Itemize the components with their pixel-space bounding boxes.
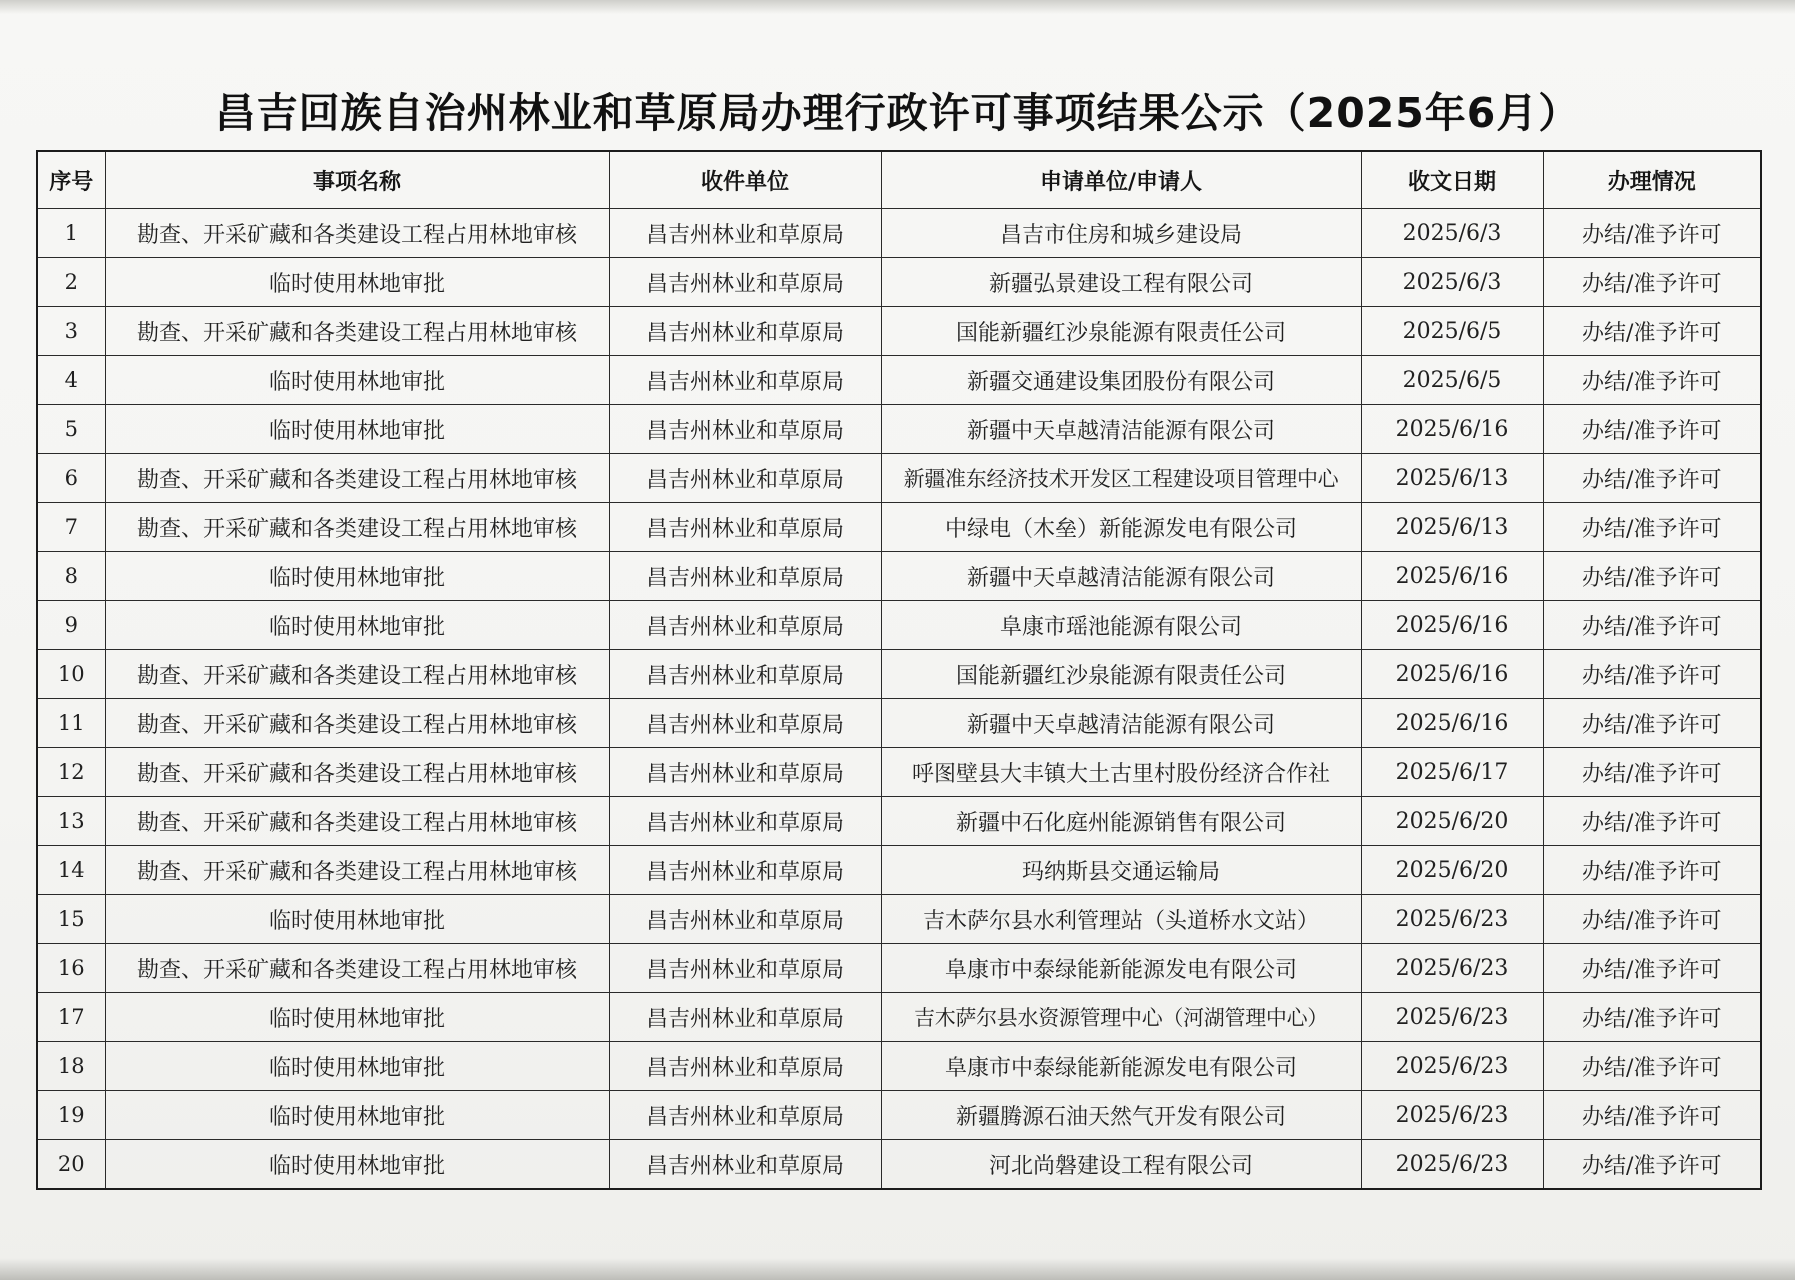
item-name-cell: 勘查、开采矿藏和各类建设工程占用林地审核 — [105, 307, 609, 356]
received-date-cell: 2025/6/17 — [1361, 748, 1543, 797]
receiving-unit-cell: 昌吉州林业和草原局 — [609, 454, 881, 503]
item-name-cell: 勘查、开采矿藏和各类建设工程占用林地审核 — [105, 944, 609, 993]
serial-number-cell: 15 — [37, 895, 105, 944]
item-name-cell: 勘查、开采矿藏和各类建设工程占用林地审核 — [105, 209, 609, 258]
received-date-cell: 2025/6/23 — [1361, 944, 1543, 993]
header-received-date: 收文日期 — [1361, 151, 1543, 209]
item-name-cell: 勘查、开采矿藏和各类建设工程占用林地审核 — [105, 454, 609, 503]
received-date-cell: 2025/6/3 — [1361, 209, 1543, 258]
applicant-cell: 新疆准东经济技术开发区工程建设项目管理中心 — [881, 454, 1361, 503]
applicant-cell: 新疆中天卓越清洁能源有限公司 — [881, 699, 1361, 748]
item-name-cell: 临时使用林地审批 — [105, 601, 609, 650]
table-row — [37, 748, 1761, 797]
applicant-cell: 呼图壁县大丰镇大土古里村股份经济合作社 — [881, 748, 1361, 797]
table-row — [37, 209, 1761, 258]
applicant-cell: 新疆中天卓越清洁能源有限公司 — [881, 552, 1361, 601]
applicant-cell: 河北尚磐建设工程有限公司 — [881, 1140, 1361, 1190]
status-cell: 办结/准予许可 — [1543, 307, 1761, 356]
receiving-unit-cell: 昌吉州林业和草原局 — [609, 209, 881, 258]
item-name-cell: 临时使用林地审批 — [105, 1042, 609, 1091]
serial-number-cell: 2 — [37, 258, 105, 307]
status-cell: 办结/准予许可 — [1543, 797, 1761, 846]
receiving-unit-cell: 昌吉州林业和草原局 — [609, 895, 881, 944]
received-date-cell: 2025/6/20 — [1361, 797, 1543, 846]
applicant-cell: 中绿电（木垒）新能源发电有限公司 — [881, 503, 1361, 552]
status-cell: 办结/准予许可 — [1543, 601, 1761, 650]
applicant-cell: 阜康市中泰绿能新能源发电有限公司 — [881, 944, 1361, 993]
status-cell: 办结/准予许可 — [1543, 405, 1761, 454]
status-cell: 办结/准予许可 — [1543, 552, 1761, 601]
receiving-unit-cell: 昌吉州林业和草原局 — [609, 650, 881, 699]
serial-number-cell: 13 — [37, 797, 105, 846]
item-name-cell: 勘查、开采矿藏和各类建设工程占用林地审核 — [105, 846, 609, 895]
item-name-cell: 临时使用林地审批 — [105, 1140, 609, 1190]
table-row — [37, 258, 1761, 307]
table-row — [37, 1042, 1761, 1091]
received-date-cell: 2025/6/23 — [1361, 1042, 1543, 1091]
applicant-cell: 新疆中天卓越清洁能源有限公司 — [881, 405, 1361, 454]
status-cell: 办结/准予许可 — [1543, 699, 1761, 748]
received-date-cell: 2025/6/23 — [1361, 993, 1543, 1042]
receiving-unit-cell: 昌吉州林业和草原局 — [609, 748, 881, 797]
document-title: 昌吉回族自治州林业和草原局办理行政许可事项结果公示（2025年6月） — [214, 89, 1581, 137]
receiving-unit-cell: 昌吉州林业和草原局 — [609, 797, 881, 846]
table-row — [37, 503, 1761, 552]
received-date-cell: 2025/6/5 — [1361, 356, 1543, 405]
applicant-cell: 新疆交通建设集团股份有限公司 — [881, 356, 1361, 405]
table-row — [37, 552, 1761, 601]
status-cell: 办结/准予许可 — [1543, 748, 1761, 797]
item-name-cell: 勘查、开采矿藏和各类建设工程占用林地审核 — [105, 797, 609, 846]
serial-number-cell: 19 — [37, 1091, 105, 1140]
item-name-cell: 临时使用林地审批 — [105, 258, 609, 307]
received-date-cell: 2025/6/13 — [1361, 503, 1543, 552]
table-row — [37, 944, 1761, 993]
status-cell: 办结/准予许可 — [1543, 209, 1761, 258]
status-cell: 办结/准予许可 — [1543, 1042, 1761, 1091]
table-row — [37, 797, 1761, 846]
serial-number-cell: 1 — [37, 209, 105, 258]
item-name-cell: 勘查、开采矿藏和各类建设工程占用林地审核 — [105, 748, 609, 797]
serial-number-cell: 12 — [37, 748, 105, 797]
received-date-cell: 2025/6/16 — [1361, 552, 1543, 601]
header-serial-number: 序号 — [37, 151, 105, 209]
receiving-unit-cell: 昌吉州林业和草原局 — [609, 1140, 881, 1190]
table-row — [37, 1140, 1761, 1190]
receiving-unit-cell: 昌吉州林业和草原局 — [609, 846, 881, 895]
header-item-name: 事项名称 — [105, 151, 609, 209]
header-processing-status: 办理情况 — [1543, 151, 1761, 209]
received-date-cell: 2025/6/20 — [1361, 846, 1543, 895]
applicant-cell: 国能新疆红沙泉能源有限责任公司 — [881, 650, 1361, 699]
permit-results-table — [36, 150, 1762, 1190]
received-date-cell: 2025/6/23 — [1361, 1140, 1543, 1190]
status-cell: 办结/准予许可 — [1543, 846, 1761, 895]
scan-bottom-shadow — [0, 1258, 1795, 1280]
table-row — [37, 993, 1761, 1042]
received-date-cell: 2025/6/16 — [1361, 601, 1543, 650]
header-receiving-unit: 收件单位 — [609, 151, 881, 209]
item-name-cell: 临时使用林地审批 — [105, 552, 609, 601]
receiving-unit-cell: 昌吉州林业和草原局 — [609, 601, 881, 650]
receiving-unit-cell: 昌吉州林业和草原局 — [609, 405, 881, 454]
receiving-unit-cell: 昌吉州林业和草原局 — [609, 993, 881, 1042]
table-row — [37, 846, 1761, 895]
received-date-cell: 2025/6/3 — [1361, 258, 1543, 307]
received-date-cell: 2025/6/16 — [1361, 650, 1543, 699]
table-header-row — [37, 151, 1761, 209]
applicant-cell: 吉木萨尔县水利管理站（头道桥水文站） — [881, 895, 1361, 944]
status-cell: 办结/准予许可 — [1543, 895, 1761, 944]
status-cell: 办结/准予许可 — [1543, 993, 1761, 1042]
receiving-unit-cell: 昌吉州林业和草原局 — [609, 1042, 881, 1091]
status-cell: 办结/准予许可 — [1543, 258, 1761, 307]
table-row — [37, 601, 1761, 650]
item-name-cell: 临时使用林地审批 — [105, 356, 609, 405]
status-cell: 办结/准予许可 — [1543, 454, 1761, 503]
status-cell: 办结/准予许可 — [1543, 1091, 1761, 1140]
applicant-cell: 国能新疆红沙泉能源有限责任公司 — [881, 307, 1361, 356]
item-name-cell: 勘查、开采矿藏和各类建设工程占用林地审核 — [105, 699, 609, 748]
serial-number-cell: 16 — [37, 944, 105, 993]
received-date-cell: 2025/6/23 — [1361, 1091, 1543, 1140]
serial-number-cell: 14 — [37, 846, 105, 895]
item-name-cell: 临时使用林地审批 — [105, 993, 609, 1042]
applicant-cell: 新疆弘景建设工程有限公司 — [881, 258, 1361, 307]
applicant-cell: 新疆腾源石油天然气开发有限公司 — [881, 1091, 1361, 1140]
table-row — [37, 1091, 1761, 1140]
receiving-unit-cell: 昌吉州林业和草原局 — [609, 307, 881, 356]
received-date-cell: 2025/6/13 — [1361, 454, 1543, 503]
status-cell: 办结/准予许可 — [1543, 1140, 1761, 1190]
serial-number-cell: 6 — [37, 454, 105, 503]
receiving-unit-cell: 昌吉州林业和草原局 — [609, 258, 881, 307]
received-date-cell: 2025/6/23 — [1361, 895, 1543, 944]
table-row — [37, 895, 1761, 944]
receiving-unit-cell: 昌吉州林业和草原局 — [609, 699, 881, 748]
receiving-unit-cell: 昌吉州林业和草原局 — [609, 1091, 881, 1140]
item-name-cell: 临时使用林地审批 — [105, 895, 609, 944]
received-date-cell: 2025/6/5 — [1361, 307, 1543, 356]
serial-number-cell: 9 — [37, 601, 105, 650]
receiving-unit-cell: 昌吉州林业和草原局 — [609, 944, 881, 993]
serial-number-cell: 4 — [37, 356, 105, 405]
status-cell: 办结/准予许可 — [1543, 503, 1761, 552]
serial-number-cell: 7 — [37, 503, 105, 552]
table-row — [37, 356, 1761, 405]
received-date-cell: 2025/6/16 — [1361, 699, 1543, 748]
item-name-cell: 临时使用林地审批 — [105, 405, 609, 454]
item-name-cell: 临时使用林地审批 — [105, 1091, 609, 1140]
applicant-cell: 新疆中石化庭州能源销售有限公司 — [881, 797, 1361, 846]
table-row — [37, 454, 1761, 503]
table-body — [37, 209, 1761, 1190]
received-date-cell: 2025/6/16 — [1361, 405, 1543, 454]
serial-number-cell: 8 — [37, 552, 105, 601]
status-cell: 办结/准予许可 — [1543, 944, 1761, 993]
status-cell: 办结/准予许可 — [1543, 650, 1761, 699]
serial-number-cell: 18 — [37, 1042, 105, 1091]
serial-number-cell: 11 — [37, 699, 105, 748]
table-row — [37, 307, 1761, 356]
applicant-cell: 阜康市瑶池能源有限公司 — [881, 601, 1361, 650]
status-cell: 办结/准予许可 — [1543, 356, 1761, 405]
serial-number-cell: 17 — [37, 993, 105, 1042]
applicant-cell: 吉木萨尔县水资源管理中心（河湖管理中心） — [881, 993, 1361, 1042]
table-row — [37, 650, 1761, 699]
table-row — [37, 405, 1761, 454]
receiving-unit-cell: 昌吉州林业和草原局 — [609, 356, 881, 405]
applicant-cell: 玛纳斯县交通运输局 — [881, 846, 1361, 895]
applicant-cell: 阜康市中泰绿能新能源发电有限公司 — [881, 1042, 1361, 1091]
serial-number-cell: 3 — [37, 307, 105, 356]
serial-number-cell: 10 — [37, 650, 105, 699]
receiving-unit-cell: 昌吉州林业和草原局 — [609, 552, 881, 601]
receiving-unit-cell: 昌吉州林业和草原局 — [609, 503, 881, 552]
table-row — [37, 699, 1761, 748]
item-name-cell: 勘查、开采矿藏和各类建设工程占用林地审核 — [105, 503, 609, 552]
item-name-cell: 勘查、开采矿藏和各类建设工程占用林地审核 — [105, 650, 609, 699]
serial-number-cell: 20 — [37, 1140, 105, 1190]
scan-top-shadow — [0, 0, 1795, 14]
serial-number-cell: 5 — [37, 405, 105, 454]
applicant-cell: 昌吉市住房和城乡建设局 — [881, 209, 1361, 258]
header-applicant: 申请单位/申请人 — [881, 151, 1361, 209]
